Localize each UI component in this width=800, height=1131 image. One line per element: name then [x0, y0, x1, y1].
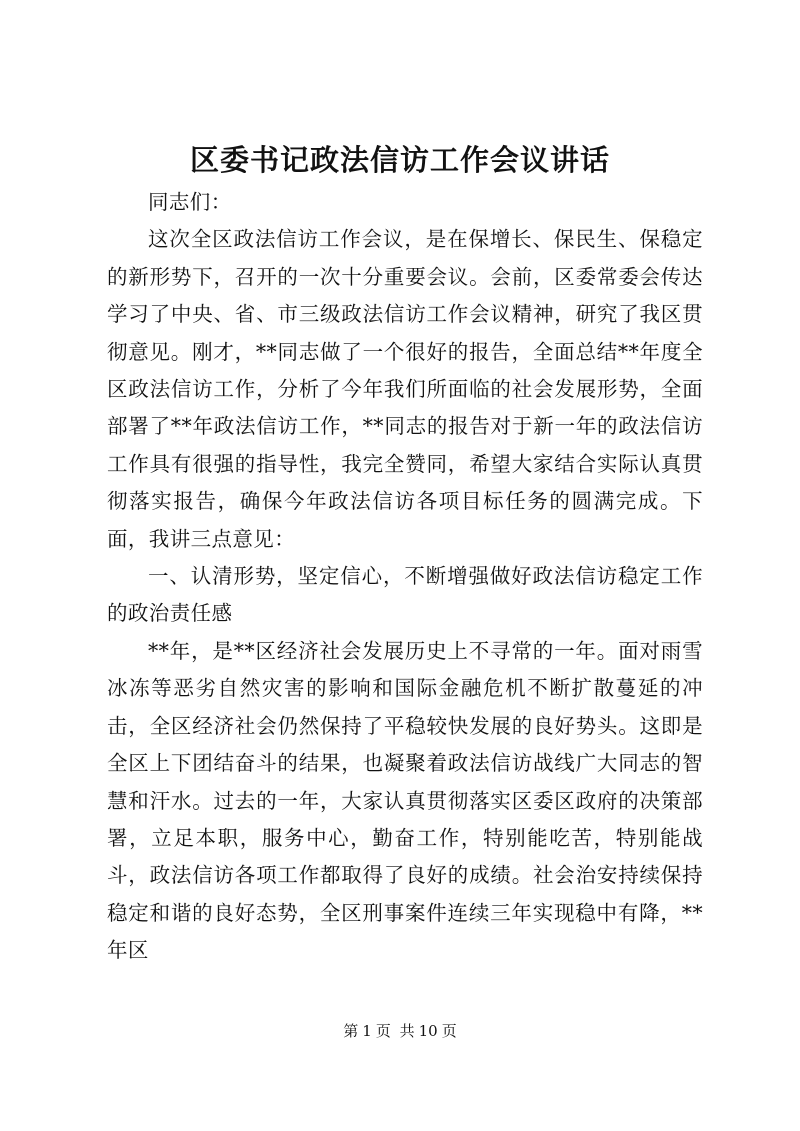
paragraph-heading-1: 一、认清形势，坚定信心，不断增强做好政法信访稳定工作的政治责任感 [107, 564, 703, 626]
footer-page-number: 1 [362, 1022, 372, 1040]
document-title: 区委书记政法信访工作会议讲话 [189, 143, 610, 177]
footer-total-label: 共 [399, 1022, 415, 1040]
footer-page-unit: 页 [375, 1022, 391, 1040]
page-footer [0, 1021, 800, 1041]
paragraph-salutation: 同志们： [148, 190, 232, 214]
paragraph-intro: 这次全区政法信访工作会议，是在保增长、保民生、保稳定的新形势下，召开的一次十分重要会议。会前，区委常委会传达学习了中央、省、市三级政法信访工作会议精神，研究了我区贯彻意见。刚才，**同志做了一个很好的报告，全面总结**年度全区政法信访工作，分析了今年我们所面临的社会发展形势，全面部署了**年政法信访工作，**同志的报告对于新一年的政法信访工作具有很强的指导性，我完全赞同，希望大家结合实际认真贯彻落实报告，确保今年政法信访各项目标任务的圆满完成。下面，我讲三点意见： [107, 227, 703, 551]
footer-page-label: 第 [343, 1022, 359, 1040]
footer-total-unit: 页 [441, 1022, 457, 1040]
paragraph-body-1: **年，是**区经济社会发展历史上不寻常的一年。面对雨雪冰冻等恶劣自然灾害的影响和国际金融危机不断扩散蔓延的冲击，全区经济社会仍然保持了平稳较快发展的良好势头。这即是全区上下团结奋斗的结果，也凝聚着政法信访战线广大同志的智慧和汗水。过去的一年，大家认真贯彻落实区委区政府的决策部署，立足本职，服务中心，勤奋工作，特别能吃苦，特别能战斗，政法信访各项工作都取得了良好的成绩。社会治安持续保持稳定和谐的良好态势，全区刑事案件连续三年实现稳中有降，**年区 [107, 638, 703, 963]
document-body [107, 184, 703, 970]
footer-total-pages: 10 [418, 1022, 438, 1040]
